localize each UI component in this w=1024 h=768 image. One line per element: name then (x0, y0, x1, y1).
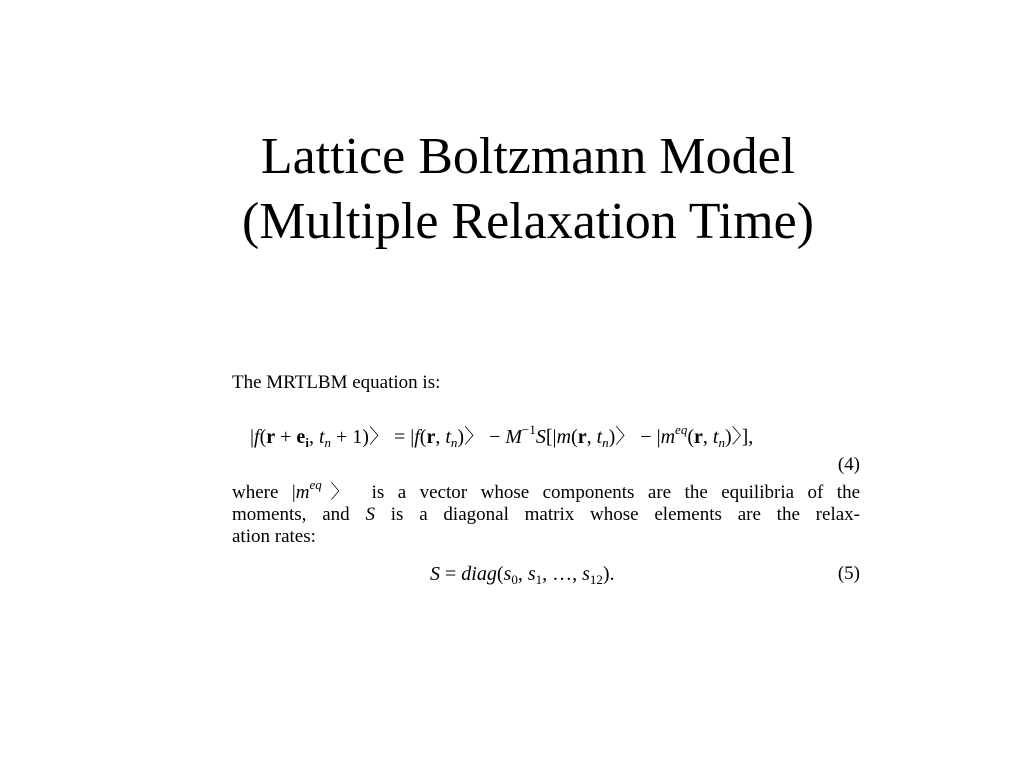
slide-title-line-1: Lattice Boltzmann Model (260, 128, 796, 185)
paragraph-line-3: ation rates: (232, 526, 316, 547)
paragraph-line-2: moments, and S is a diagonal matrix whose elements are the relax- (232, 504, 860, 525)
paragraph-line-1: where $|m^{eq}$〉 is a vector whose components are the equilibria of the (232, 477, 860, 503)
slide-title-line-2: (Multiple Relaxation Time) (242, 193, 814, 250)
equation-number-4: (4) (837, 454, 860, 475)
excerpt-intro-text: The MRTLBM equation is: (232, 372, 441, 393)
slide-title (0, 124, 1024, 254)
excerpt-paragraph (232, 477, 860, 548)
equation-number-5: (5) (837, 563, 860, 584)
mrtlbm-equation: $|f(r + e_i$, $t_n + 1$)〉 = |f(r, $t_n$)〉 − $M^{-1}S[|m(r$, $t_n$)〉 − $|m^{eq}(r$, $t_n$)〉], (250, 422, 754, 450)
relaxation-matrix-equation: $S = diag(s_0$, $s_1$, …, $s_{12}$). (430, 563, 615, 587)
